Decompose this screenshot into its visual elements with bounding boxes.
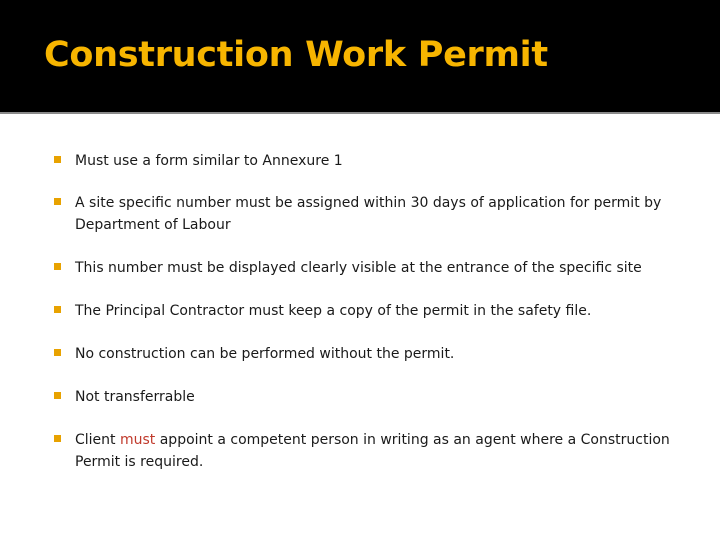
slide-title: Construction Work Permit [44, 35, 548, 75]
bullet-text: This number must be displayed clearly visible at the entrance of the specific site [75, 260, 642, 276]
bullet-text-before: Client [75, 432, 120, 448]
bullet-text-after: appoint a competent person in writing as an agent where a Construction Permit is required. [75, 432, 670, 470]
bullet-text [75, 429, 675, 473]
square-bullet-icon [54, 198, 61, 205]
square-bullet-icon [54, 306, 61, 313]
bullet-text: No construction can be performed without the permit. [75, 346, 455, 362]
square-bullet-icon [54, 392, 61, 399]
bullet-text: The Principal Contractor must keep a copy of the permit in the safety file. [75, 303, 592, 319]
square-bullet-icon [54, 156, 61, 163]
bullet-text: A site specific number must be assigned within 30 days of application for permit by Department of Labour [75, 195, 662, 233]
square-bullet-icon [54, 349, 61, 356]
square-bullet-icon [54, 435, 61, 442]
bullet-text: Not transferrable [75, 389, 195, 405]
square-bullet-icon [54, 263, 61, 270]
emphasis-text: must [119, 432, 156, 448]
bullet-text: Must use a form similar to Annexure 1 [75, 153, 343, 169]
